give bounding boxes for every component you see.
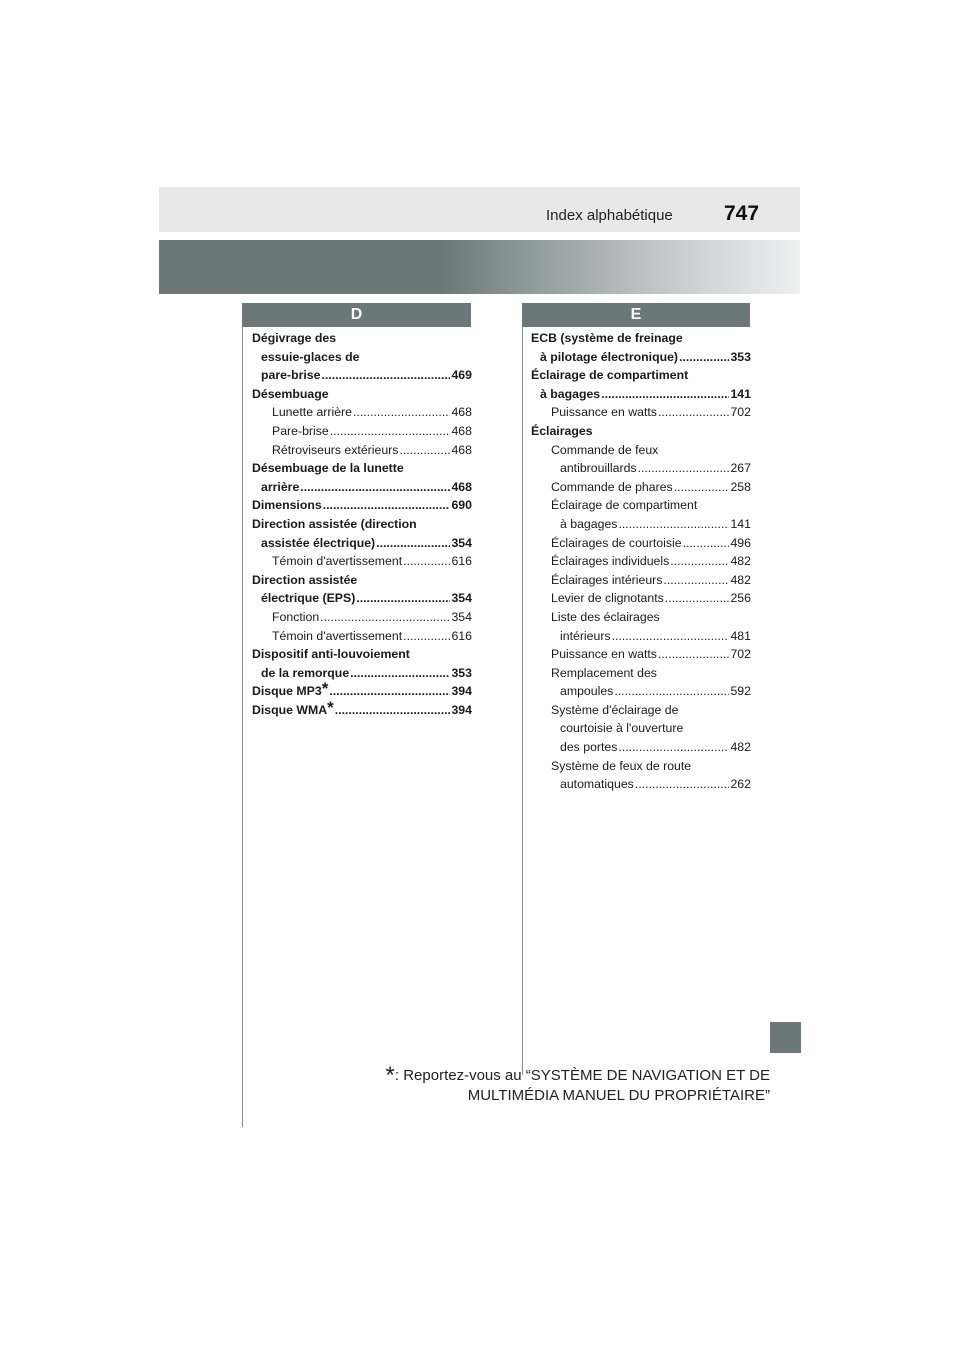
index-page-ref: 354 — [451, 535, 472, 550]
index-entry-text: ampoules — [560, 684, 614, 699]
index-entry — [531, 608, 751, 645]
index-entry-line — [531, 348, 751, 367]
index-entry — [252, 422, 472, 441]
leader-dots — [329, 682, 450, 701]
index-entry — [252, 571, 472, 608]
column-rule-left — [242, 327, 243, 1127]
index-entry-line — [252, 478, 472, 497]
index-page-ref: 468 — [451, 405, 472, 420]
index-page-ref: 141 — [730, 386, 751, 401]
index-entry-text: Désembuage — [252, 386, 329, 401]
index-entry-line — [531, 719, 751, 738]
index-entry-text: Disque MP3 — [252, 684, 322, 699]
index-entry — [252, 385, 472, 404]
index-entry-line — [531, 627, 751, 646]
index-entry — [531, 534, 751, 553]
index-entry-text: Direction assistée — [252, 572, 358, 587]
index-entry — [252, 552, 472, 571]
index-entry-text: antibrouillards — [560, 461, 637, 476]
index-entry-line — [252, 403, 472, 422]
index-entry-line — [252, 608, 472, 627]
index-entry-line: Disque MP3 * ..... 394 — [252, 682, 472, 701]
index-page-ref: 468 — [451, 479, 472, 494]
index-entry-text: Éclairages intérieurs — [551, 572, 663, 587]
leader-dots — [674, 478, 730, 497]
index-entry — [252, 697, 472, 720]
column-rule-middle — [522, 327, 523, 1075]
index-entry-text: Liste des éclairages — [551, 609, 660, 624]
index-entry-line — [252, 348, 472, 367]
index-entry — [531, 552, 751, 571]
index-entry-line — [252, 385, 472, 404]
index-entry-text: Dégivrage des — [252, 331, 337, 345]
index-page-ref: 616 — [451, 628, 472, 643]
index-entry-text: Éclairages individuels — [551, 554, 670, 569]
index-entry — [252, 679, 472, 701]
index-page-ref: 256 — [730, 591, 751, 606]
index-entry-text: Témoin d'avertissement — [272, 628, 403, 643]
index-entry-line — [531, 403, 751, 422]
index-entry-text: ECB (système de freinage — [531, 331, 683, 345]
index-entry — [252, 403, 472, 422]
leader-dots — [353, 403, 450, 422]
index-page-ref: 468 — [451, 442, 472, 457]
index-entry-line — [531, 385, 751, 404]
index-page-ref: 481 — [730, 628, 751, 643]
index-page-ref: 353 — [730, 349, 751, 364]
index-entry-line — [531, 682, 751, 701]
index-entry-line — [252, 459, 472, 478]
index-entry — [252, 608, 472, 627]
index-page-ref: 702 — [730, 647, 751, 662]
index-entry — [252, 459, 472, 496]
index-page-ref: 690 — [451, 498, 472, 513]
index-entry-text: arrière — [261, 479, 300, 494]
leader-dots — [618, 738, 729, 757]
leader-dots — [665, 589, 730, 608]
leader-dots — [670, 552, 729, 571]
index-entry-line — [531, 478, 751, 497]
index-entry-line — [531, 515, 751, 534]
leader-dots — [658, 645, 730, 664]
index-entry-text: Système de feux de route — [551, 758, 692, 773]
leader-dots — [638, 459, 730, 478]
index-entry-text: Direction assistée (direction — [252, 516, 417, 531]
leader-dots — [663, 571, 729, 590]
index-entry-text: courtoisie à l'ouverture — [560, 721, 684, 736]
leader-dots — [618, 515, 729, 534]
index-entry-text: Rétroviseurs extérieurs — [272, 442, 399, 457]
leader-dots — [330, 422, 451, 441]
index-entry-text: à bagages — [560, 516, 618, 531]
leader-dots — [635, 775, 730, 794]
index-page-ref: 482 — [730, 740, 751, 755]
index-entry-text: Dimensions — [252, 498, 322, 513]
index-page-ref: 354 — [451, 591, 472, 606]
leader-dots — [335, 701, 451, 720]
index-page-ref: 468 — [451, 423, 472, 438]
index-entry-line — [252, 441, 472, 460]
index-entry-line — [531, 589, 751, 608]
index-entry-line — [531, 496, 751, 515]
index-entry — [252, 645, 472, 682]
index-entry — [252, 515, 472, 552]
index-entry — [252, 627, 472, 646]
index-entry-line — [252, 329, 472, 348]
index-entry-line — [252, 496, 472, 515]
index-entry-text: intérieurs — [560, 628, 611, 643]
thumb-index-tab — [770, 1022, 801, 1053]
index-entry-line — [252, 571, 472, 590]
index-entry-line — [252, 589, 472, 608]
leader-dots — [612, 627, 730, 646]
index-entry-text: assistée électrique) — [261, 535, 376, 550]
index-entry — [531, 571, 751, 590]
index-entry-text: Éclairage de compartiment — [531, 368, 689, 383]
index-entry-text: Puissance en watts — [551, 405, 657, 420]
page-header-bar — [159, 187, 800, 232]
index-entry-line — [252, 552, 472, 571]
index-entry-text: Lunette arrière — [272, 405, 352, 420]
index-entry — [531, 664, 751, 701]
leader-dots — [321, 366, 450, 385]
index-entry — [531, 478, 751, 497]
index-entry — [531, 589, 751, 608]
index-entry — [531, 757, 751, 794]
index-entry-line — [531, 645, 751, 664]
index-entry-line — [531, 701, 751, 720]
index-entry-text: Commande de feux — [551, 442, 659, 457]
footnote — [374, 1062, 770, 1105]
index-entry — [531, 422, 751, 441]
index-entry-text: Fonction — [272, 609, 320, 624]
index-entry-line — [252, 645, 472, 664]
index-entry-text: Désembuage de la lunette — [252, 461, 404, 476]
index-page-ref: 141 — [730, 516, 751, 531]
index-entry-line — [531, 329, 751, 348]
index-entry-text: Dispositif anti-louvoiement — [252, 647, 410, 662]
index-entry — [252, 441, 472, 460]
leader-dots — [376, 534, 450, 553]
index-entry-line — [531, 366, 751, 385]
index-entry-line — [531, 459, 751, 478]
index-entry-text: Éclairages de courtoisie — [551, 535, 682, 550]
index-entry-text: Pare-brise — [272, 423, 329, 438]
index-page-ref: 482 — [730, 572, 751, 587]
index-entry-text: Levier de clignotants — [551, 591, 664, 606]
index-entry — [531, 701, 751, 757]
index-entry-line — [531, 738, 751, 757]
index-entry-line — [252, 366, 472, 385]
index-page-ref: 469 — [451, 368, 472, 383]
leader-dots — [300, 478, 450, 497]
index-page-ref: 353 — [451, 665, 472, 680]
index-entry — [252, 329, 472, 385]
footnote-star: * — [385, 1062, 395, 1089]
index-page-ref: 616 — [451, 554, 472, 569]
index-entry — [531, 645, 751, 664]
page-number: 747 — [724, 202, 760, 225]
index-entry-text: Remplacement des — [551, 665, 657, 680]
section-letter-d: D — [242, 303, 471, 327]
index-page-ref: 394 — [451, 702, 472, 717]
leader-dots — [320, 608, 450, 627]
index-entry — [531, 366, 751, 403]
leader-dots — [399, 441, 450, 460]
index-entry-text: Puissance en watts — [551, 647, 657, 662]
index-entry-line — [531, 571, 751, 590]
index-entry-text: automatiques — [560, 777, 634, 792]
index-entry-line — [252, 627, 472, 646]
index-entry-line — [531, 664, 751, 683]
index-entry-text: à bagages — [540, 386, 601, 401]
index-column-e — [531, 329, 751, 794]
index-entry-text: Disque WMA — [252, 702, 328, 717]
index-entry-text: pare-brise — [261, 368, 321, 383]
leader-dots — [403, 552, 450, 571]
index-entry-text: Éclairages — [531, 423, 593, 438]
index-entry-line — [252, 664, 472, 683]
leader-dots — [350, 664, 450, 683]
index-column-d — [252, 329, 472, 719]
header-gradient-band — [159, 240, 800, 294]
leader-dots — [403, 627, 450, 646]
index-entry-text: Commande de phares — [551, 479, 673, 494]
index-entry-line — [531, 608, 751, 627]
index-page-ref: 482 — [730, 554, 751, 569]
index-entry-line — [252, 515, 472, 534]
index-entry — [531, 441, 751, 478]
index-entry-line: Disque WMA * ..... 394 — [252, 701, 472, 720]
index-entry — [531, 329, 751, 366]
leader-dots — [683, 534, 730, 553]
leader-dots — [356, 589, 450, 608]
index-entry-line — [531, 552, 751, 571]
index-entry-text: électrique (EPS) — [261, 591, 356, 606]
index-entry-text: à pilotage électronique) — [540, 349, 679, 364]
index-entry-text: des portes — [560, 740, 618, 755]
leader-dots — [614, 682, 729, 701]
index-page-ref: 702 — [730, 405, 751, 420]
index-page-ref: 262 — [730, 777, 751, 792]
index-page-ref: 267 — [730, 461, 751, 476]
index-entry-line — [531, 534, 751, 553]
index-entry — [531, 496, 751, 533]
index-entry-line — [252, 422, 472, 441]
leader-dots — [601, 385, 729, 404]
index-page-ref: 394 — [451, 684, 472, 699]
leader-dots — [323, 496, 451, 515]
index-page-ref: 354 — [451, 609, 472, 624]
footnote-line-1: : Reportez-vous au “SYSTÈME DE NAVIGATION ET DE — [394, 1067, 770, 1084]
index-entry-line — [531, 441, 751, 460]
index-page-ref: 496 — [730, 535, 751, 550]
index-entry-line — [531, 422, 751, 441]
index-page-ref: 258 — [730, 479, 751, 494]
page-header-title: Index alphabétique — [546, 207, 673, 224]
index-entry — [531, 403, 751, 422]
leader-dots — [658, 403, 730, 422]
index-entry-text: Éclairage de compartiment — [551, 498, 698, 513]
index-entry-text: de la remorque — [261, 665, 350, 680]
section-letter-e: E — [522, 303, 750, 327]
index-entry — [252, 496, 472, 515]
index-entry-line — [252, 534, 472, 553]
index-entry-line — [531, 775, 751, 794]
footnote-line-2: MULTIMÉDIA MANUEL DU PROPRIÉTAIRE” — [467, 1086, 770, 1104]
index-entry-line — [531, 757, 751, 776]
index-entry-text: Témoin d'avertissement — [272, 554, 403, 569]
index-entry-text: Système d'éclairage de — [551, 702, 679, 717]
index-entry-text: essuie-glaces de — [261, 349, 360, 364]
leader-dots — [679, 348, 729, 367]
index-page-ref: 592 — [730, 684, 751, 699]
